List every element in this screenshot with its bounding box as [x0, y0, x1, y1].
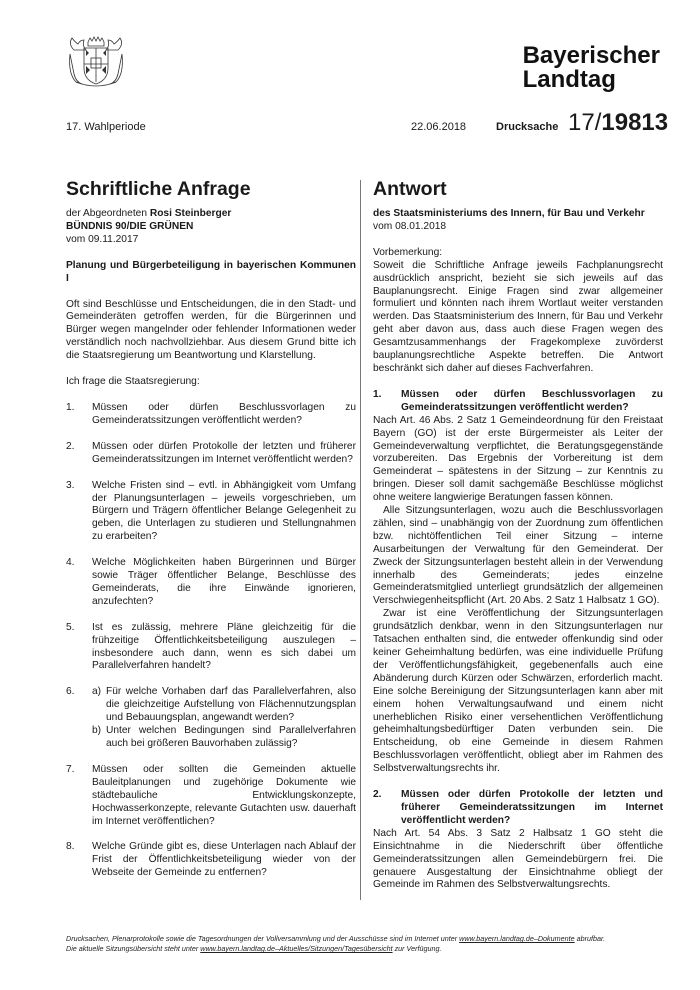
question-text: Ist es zulässig, mehrere Pläne gleichzeitig für die frühzeitige Öffentlichkeitsbeteiligung auszulegen – insbesondere auch dann, wenn es sich dabei um Parallelverfahren handelt?	[92, 621, 356, 672]
subject: Planung und Bürgerbeteiligung in bayerischen Kommunen I	[66, 259, 356, 284]
question-item	[66, 402, 356, 428]
question-number: 3.	[66, 479, 75, 491]
sub-label: b)	[92, 725, 102, 737]
question-6a	[92, 686, 356, 725]
author-prefix: der Abgeordneten	[66, 208, 150, 219]
question-text: Müssen oder dürfen Protokolle der letzten und früherer Gemeinderatssitzungen im Internet veröffentlicht werden?	[92, 440, 356, 465]
question-item	[66, 764, 356, 829]
sub-text: Für welche Vorhaben darf das Parallelverfahren, also die gleichzeitige Aufstellung von Flächennutzungsplan und Bebauungsplan, angewandt werden?	[106, 686, 356, 724]
sub-text: Unter welchen Bedingungen sind Parallelverfahren auch bei größeren Bauvorhaben zulässig?	[106, 725, 356, 749]
question-text: Müssen oder dürfen Beschlussvorlagen zu Gemeinderatssitzungen veröffentlicht werden?	[92, 401, 356, 426]
intro-paragraph: Oft sind Beschlüsse und Entscheidungen, die in den Stadt- und Gemeinderäten getroffen werden, für die Bürgerinnen und Bürger wegen mangelnder oder fehlender Informationen weder verständlich noch nachvollziehbar. Aus diesem Grund bitte ich die Staatsregierung um Beantwortung und Klarstellung.	[66, 298, 356, 362]
publisher-logo-text	[523, 44, 660, 92]
question-item	[66, 441, 356, 467]
footer-text: abrufbar.	[574, 934, 606, 943]
drucksache-label: Drucksache	[496, 121, 559, 133]
document-date: 22.06.2018	[411, 121, 467, 133]
drucksache-number	[568, 110, 668, 136]
author-name: Rosi Steinberger	[149, 208, 232, 219]
question-number: 7.	[66, 763, 75, 775]
question-number: 1.	[66, 401, 75, 413]
answer-2-paragraph-1: Nach Art. 54 Abs. 3 Satz 2 Halbsatz 1 GO steht die Einsichtnahme in die Niederschrift über öffentliche Gemeinderatssitzungen allen Gemeindebürgern frei. Die genauere Ausgestaltung der Einsichtnahme obliegt der Gemeinde im Rahmen des Selbstverwaltungsrechts.	[373, 827, 663, 891]
footer-line-2	[66, 944, 646, 954]
question-number: 6.	[66, 686, 75, 698]
remark-text: Soweit die Schriftliche Anfrage jeweils Fachplanungsrecht ausdrücklich anspricht, bezieht sie sich jeweils auf das Bauplanungsrecht. Einige Fragen sind zwar allgemeiner formuliert und könnten nach ihrem Wortlaut weiter verstanden werden. Das Staatsministerium des Innern, für Bau und Verkehr geht aber davon aus, dass auch diese Fragen wegen des Gesamtzusammenhangs der Fragekomplexe zuvörderst bauplanungsrechtliche Aspekte betreffen. Die Antwort beschränkt sich daher auf dieses Fachverfahren.	[373, 259, 663, 374]
ask-line: Ich frage die Staatsregierung:	[66, 376, 200, 388]
ministry: des Staatsministeriums des Innern, für Bau und Verkehr	[373, 208, 645, 219]
footer-text: zur Verfügung.	[392, 944, 442, 953]
footer-line-1	[66, 934, 646, 944]
author-line	[66, 208, 356, 221]
question-text: Welche Möglichkeiten haben Bürgerinnen und Bürger sowie Träger öffentlicher Belange, Beschlüsse des Gemeinderats, die ihre Einwände ignorieren, anzufechten?	[92, 557, 356, 607]
question-number: 2.	[66, 440, 75, 452]
remark-label: Vorbemerkung:	[373, 246, 443, 258]
question-item	[66, 841, 356, 880]
answer-number: 2.	[373, 789, 382, 801]
answer-date: vom 08.01.2018	[373, 220, 447, 232]
legislative-period: 17. Wahlperiode	[66, 121, 146, 133]
answer-heading-1	[373, 389, 663, 415]
publisher-line-1: Bayerischer	[522, 42, 660, 69]
question-text: Müssen oder sollten die Gemeinden aktuelle Bauleitplanungen und zugehörige Dokumente wie städtebauliche Entwicklungskonzepte, Hochwasserkonzepte, relevante Gutachten usw. dauerhaft im Internet veröffentlichen?	[92, 763, 356, 827]
footer-note	[66, 934, 646, 954]
question-item	[66, 622, 356, 674]
footer-link-sessions[interactable]: www.bayern.landtag.de–Aktuelles/Sitzungen/Tagesübersicht	[200, 944, 393, 953]
sub-label: a)	[92, 686, 102, 698]
question-6b	[92, 725, 356, 751]
answer-1-paragraph-3: Zwar ist eine Veröffentlichung der Sitzungsunterlagen grundsätzlich denkbar, wenn in den Sitzungsunterlagen nur Tatsachen enthalten sind, die entweder offenkundig sind oder keiner Geheimhaltung bedürfen, was eine individuelle Prüfung der Veröffentlichungsfähigkeit, gegebenenfalls auch eine Abänderung durch Kürzen oder Schwärzen, erforderlich macht. Eine solche Bereinigung der Sitzungsunterlagen kann aber mit einem hohen Verwaltungsaufwand und einem nicht unerheblichen Risiko einer versehentlichen Veröffentlichung geheimhaltungsbedürftiger Daten verbunden sein. Die Entscheidung, ob eine Gemeinde in diesem Rahmen Beschlussvorlagen veröffentlicht, obliegt aber im Rahmen des Selbstverwaltungsrechts ihr.	[373, 608, 663, 775]
bavarian-crest-icon	[66, 36, 126, 88]
question-item	[66, 480, 356, 545]
question-item-6	[66, 686, 356, 751]
drucksache-prefix: 17/	[568, 109, 602, 136]
answer-1-paragraph-2: Alle Sitzungsunterlagen, wozu auch die Beschlussvorlagen zählen, sind – unabhängig von der Zuordnung zum öffentlichen bzw. nichtöffentlichen Teil einer Sitzung – interne Ausarbeitungen der Verwaltung für den Gemeinderat. Der Zweck der Sitzungsunterlagen besteht allein in der Verwendung innerhalb des Gemeinderats; jedes einzelne Gemeinderatsmitglied unterliegt grundsätzlich der allgemeinen Verschwiegenheitspflicht (Art. 20 Abs. 2 Satz 1 Halbsatz 1 GO).	[373, 505, 663, 607]
question-number: 5.	[66, 621, 75, 633]
drucksache-number-value: 19813	[601, 109, 669, 136]
column-divider	[360, 180, 361, 900]
answer-column	[373, 178, 663, 892]
author-date: vom 09.11.2017	[66, 233, 139, 245]
answer-1-paragraph-1: Nach Art. 46 Abs. 2 Satz 1 Gemeindeordnung für den Freistaat Bayern (GO) ist der erste Bürgermeister als Leiter der Gemeindeverwaltung verpflichtet, die Beratungsgegenstände vorzubereiten. Das Ergebnis der Vorbereitung ist dem Gemeinderat – spätestens in der Sitzung – zur Kenntnis zu bringen. Dieser soll damit sachgemäße Beschlüsse möglichst ohne weitere langwierige Beratungen fassen können.	[373, 414, 663, 504]
publisher-line-2: Landtag	[522, 66, 616, 93]
answer-number: 1.	[373, 388, 382, 400]
answer-heading-2	[373, 789, 663, 828]
answer-title: Antwort	[373, 178, 447, 200]
party: BÜNDNIS 90/DIE GRÜNEN	[66, 220, 194, 232]
footer-link-documents[interactable]: www.bayern.landtag.de–Dokumente	[459, 934, 575, 943]
answer-heading-text: Müssen oder dürfen Protokolle der letzten und früherer Gemeinderatssitzungen im Internet veröffentlicht werden?	[401, 789, 663, 826]
question-column	[66, 178, 356, 893]
footer-text: Drucksachen, Plenarprotokolle sowie die Tagesordnungen der Vollversammlung und der Ausschüsse sind im Internet unter	[66, 934, 460, 943]
question-number: 8.	[66, 841, 75, 853]
answer-heading-text: Müssen oder dürfen Beschlussvorlagen zu Gemeinderatssitzungen veröffentlicht werden?	[401, 388, 663, 413]
question-text: Welche Gründe gibt es, diese Unterlagen nach Ablauf der Frist der Öffentlichkeitsbeteiligung wieder von der Webseite der Gemeinde zu entfernen?	[92, 841, 356, 879]
footer-text: Die aktuelle Sitzungsübersicht steht unter	[66, 944, 201, 953]
question-number: 4.	[66, 557, 75, 569]
question-title: Schriftliche Anfrage	[66, 178, 251, 200]
question-item	[66, 557, 356, 609]
question-text: Welche Fristen sind – evtl. in Abhängigkeit vom Umfang der Planungsunterlagen – jeweils vorgeschrieben, um Bürgern und Trägern öffentlicher Belange Gelegenheit zu geben, die Unterlagen zu studieren und Stellungnahmen zu erarbeiten?	[92, 479, 356, 543]
